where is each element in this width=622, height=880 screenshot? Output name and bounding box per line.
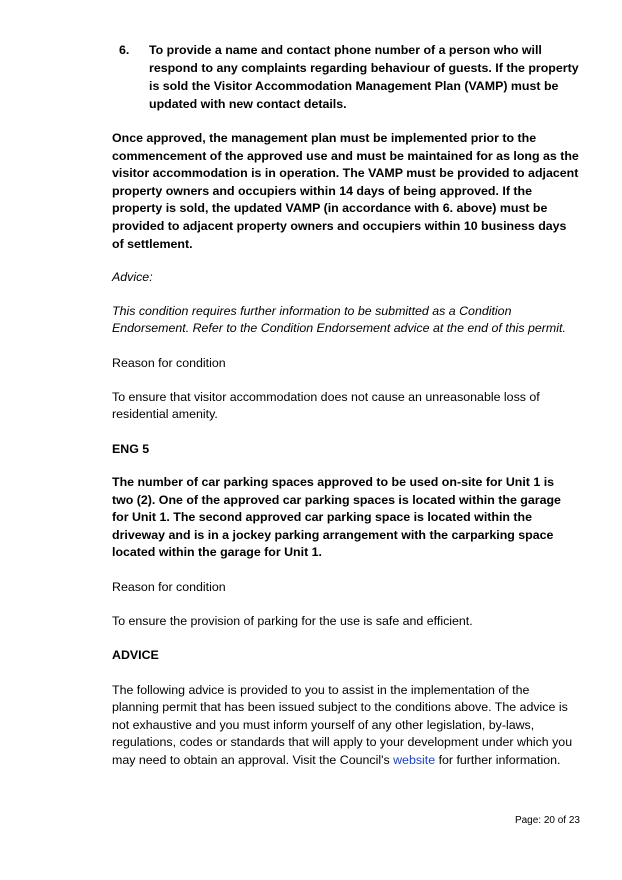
reason-text-1: To ensure that visitor accommodation does not cause an unreasonable loss of residential amenity. <box>112 390 540 422</box>
approval-paragraph: Once approved, the management plan must be implemented prior to the commencement of the approved use and must be maintained for as long as the visitor accommodation is in operation. The VAMP must be provided to adjacent property owners and occupiers within 14 days of being approved. If the property is sold, the updated VAMP (in accordance with 6. above) must be provided to adjacent property owners and occupiers within 10 business days of settlement. <box>112 131 579 251</box>
advice-heading: ADVICE <box>112 648 159 662</box>
reason-label-1: Reason for condition <box>112 356 226 370</box>
advice-paragraph-tail: for further information. <box>435 752 561 767</box>
condition-item-text: To provide a name and contact phone number of a person who will respond to any complaints regarding behaviour of guests. If the property is sold the Visitor Accommodation Management Plan (VAMP) must be updated with new contact details. <box>149 43 579 111</box>
page-number: Page: 20 of 23 <box>514 815 580 826</box>
eng5-text: The number of car parking spaces approved to be used on-site for Unit 1 is two (2). One of the approved car parking spaces is located within the garage for Unit 1. The second approved car parking space is located within the driveway and is in a jockey parking arrangement with the carparking space located within the garage for Unit 1. <box>112 475 561 560</box>
condition-item-number: 6. <box>119 43 130 57</box>
reason-label-2: Reason for condition <box>112 580 226 594</box>
advice-text: This condition requires further information to be submitted as a Condition Endorsement. Refer to the Condition Endorsement advice at the end of this permit. <box>112 304 566 336</box>
advice-paragraph-text: The following advice is provided to you to assist in the implementation of the planning permit that has been issued subject to the conditions above. The advice is not exhaustive and you must inform yourself of any other legislation, by-laws, regulations, codes or standards that will apply to your development under which you may need to obtain an approval. Visit the Council's <box>112 683 573 767</box>
advice-label: Advice: <box>112 270 153 284</box>
eng5-heading: ENG 5 <box>112 442 150 456</box>
website-link[interactable]: website <box>393 752 436 767</box>
reason-text-2: To ensure the provision of parking for the use is safe and efficient. <box>112 614 473 628</box>
advice-paragraph <box>112 682 574 769</box>
